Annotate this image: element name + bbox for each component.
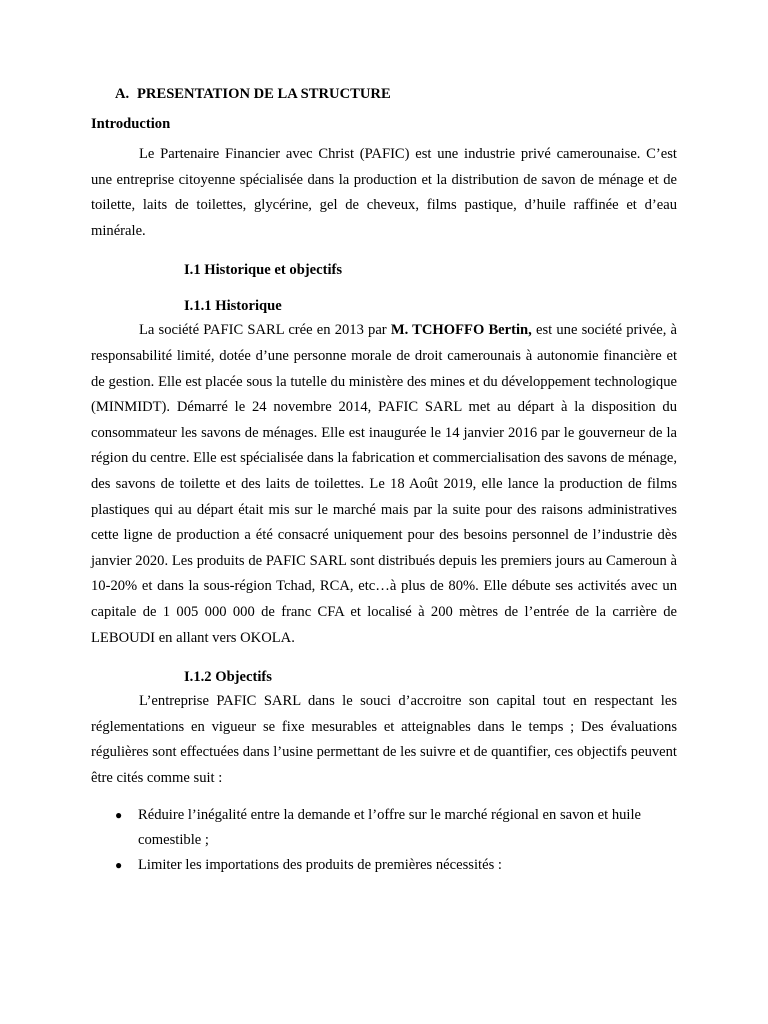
historique-heading: I.1.1 Historique <box>184 298 282 315</box>
founder-name: M. TCHOFFO Bertin, <box>390 322 532 339</box>
document-content <box>91 82 677 878</box>
historique-text-rest: est une société privée, à responsabilité limité, dotée d’une personne morale de droit camerounais à autonomie financière et de gestion. Elle est placée sous la tutelle du ministère des mines et du développement technologique (MINMIDT). Démarré le 24 novembre 2014, PAFIC SARL met au départ à la disposition du consommateur les savons de ménages. Elle est inaugurée le 14 janvier 2016 par le gouverneur de la région du centre. Elle est spécialisée dans la fabrication et commercialisation des savons de ménage, des savons de toilette et des laits de toilettes. Le 18 Août 2019, elle lance la production de films plastiques qui au départ était mis sur le marché mais par la suite pour des raisons administratives cette ligne de production a été consacré uniquement pour des besoins personnel de l’industrie dès janvier 2020. Les produits de PAFIC SARL sont distribués depuis les premiers jours au Cameroun à 10-20% et dans la sous-région Tchad, RCA, etc…à plus de 80%. Elle débute ses activités avec un capitale de 1 005 000 000 de franc CFA et localisé à 200 mètres de l’entrée de la carrière de LEBOUDI en allant vers OKOLA. <box>91 322 677 646</box>
objectifs-list <box>91 803 677 878</box>
list-item <box>91 853 677 878</box>
list-item-text: Réduire l’inégalité entre la demande et l’offre sur le marché régional en savon et huile comestible ; <box>138 807 641 849</box>
list-item-text: Limiter les importations des produits de premières nécessités : <box>138 857 502 874</box>
historique-paragraph <box>91 318 677 651</box>
objectifs-paragraph: L’entreprise PAFIC SARL dans le souci d’accroitre son capital tout en respectant les réglementations en vigueur se fixe mesurables et atteignables dans le temps ; Des évaluations régulières sont effectuées dans l’usine permettant de les suivre et de quantifier, ces objectifs peuvent être cités comme suit : <box>91 693 677 786</box>
list-item <box>91 803 677 853</box>
historique-text-start: La société PAFIC SARL crée en 2013 par <box>139 322 391 339</box>
introduction-paragraph: Le Partenaire Financier avec Christ (PAFIC) est une industrie privé camerounaise. C’est une entreprise citoyenne spécialisée dans la production et la distribution de savon de ménage et de toilette, laits de toilettes, glycérine, gel de cheveux, films pastique, d’huile raffinée et d’eau minérale. <box>91 146 677 239</box>
introduction-heading: Introduction <box>91 116 171 132</box>
historique-objectifs-heading: I.1 Historique et objectifs <box>184 262 343 279</box>
objectifs-heading: I.1.2 Objectifs <box>184 669 272 686</box>
section-title-text: PRESENTATION DE LA STRUCTURE <box>137 86 391 102</box>
bullet-icon: ● <box>115 808 123 823</box>
section-letter: A. <box>115 86 130 102</box>
bullet-icon: ● <box>115 858 123 873</box>
section-title <box>115 82 677 106</box>
